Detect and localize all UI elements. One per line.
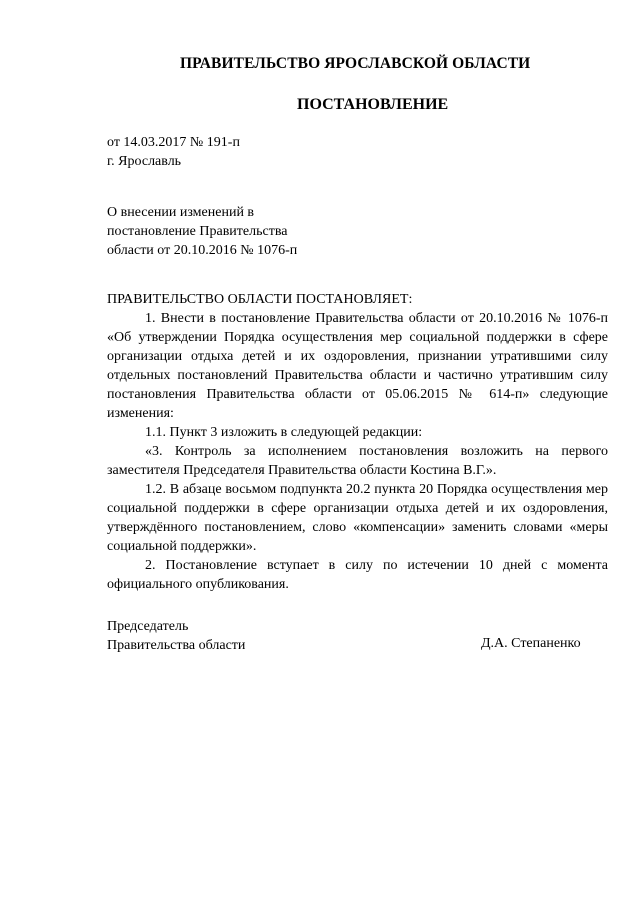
document-body: [107, 290, 608, 594]
body-paragraph: 2. Постановление вступает в силу по истечении 10 дней с момента официального опубликования.: [107, 558, 608, 592]
subject-line: области от 20.10.2016 № 1076-п: [107, 243, 298, 258]
subject-line: постановление Правительства: [107, 224, 288, 239]
signatory-position-line: Председатель: [107, 619, 189, 634]
body-paragraph: 1.1. Пункт 3 изложить в следующей редакции:: [145, 425, 423, 440]
document-meta: [107, 133, 240, 171]
signatory-name: Д.А. Степаненко: [481, 636, 581, 651]
body-paragraph: 1. Внести в постановление Правительства области от 20.10.2016 № 1076-п «Об утверждении Порядка осуществления мер социальной поддержки в сфере организации отдыха детей и их оздоровления, признании утратившими силу отдельных постановлений Правительства области и частично утратившим силу постановления Правительства области от 05.06.2015 № 614-п» следующие изменения:: [107, 311, 608, 421]
signatory-position: [107, 617, 245, 655]
subject-line: О внесении изменений в: [107, 205, 255, 220]
body-paragraph: 1.2. В абзаце восьмом подпункта 20.2 пункта 20 Порядка осуществления мер социальной поддержки в сфере организации отдыха детей и их оздоровления, утверждённого постановлением, слово «компенсации» заменить словами «меры социальной поддержки».: [107, 482, 608, 554]
organization-title: ПРАВИТЕЛЬСТВО ЯРОСЛАВСКОЙ ОБЛАСТИ: [180, 55, 531, 72]
city: г. Ярославль: [107, 154, 182, 169]
signatory-position-line: Правительства области: [107, 638, 246, 653]
body-paragraph: «3. Контроль за исполнением постановления возложить на первого заместителя Председателя Правительства области Костина В.Г.».: [107, 444, 608, 478]
date-number: от 14.03.2017 № 191-п: [107, 135, 240, 150]
document-subject: [107, 203, 297, 260]
document-type-title: ПОСТАНОВЛЕНИЕ: [297, 96, 449, 113]
resolution-lead: ПРАВИТЕЛЬСТВО ОБЛАСТИ ПОСТАНОВЛЯЕТ:: [107, 292, 413, 307]
